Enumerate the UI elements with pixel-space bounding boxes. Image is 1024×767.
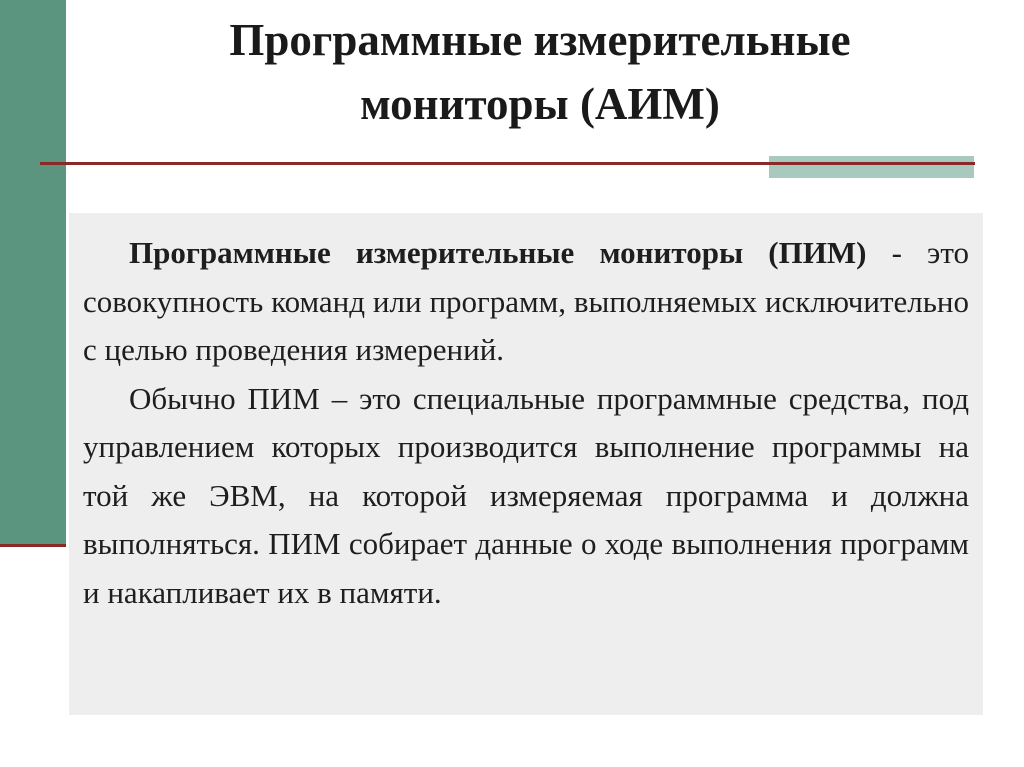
content-box (69, 213, 983, 715)
slide-title-line-2: мониторы (АИМ) (360, 79, 720, 129)
explanation-paragraph: Обычно ПИМ – это специальные программные средства, под управлением которых производится выполнение программы на той же ЭВМ, на которой измеряемая программа и должна выполняться. ПИМ собирает данные о ходе выполнения программ и накапливает их в памяти. (83, 380, 969, 610)
decorative-side-line (0, 544, 66, 547)
slide-title-line-1: Программные измерительные (229, 15, 851, 65)
decorative-side-bar (0, 0, 66, 545)
definition-text: - это совокупность команд или программ, выполняемых исключительно с целью проведения измерений. (83, 235, 969, 367)
slide-title (110, 8, 970, 136)
definition-paragraph (83, 229, 969, 375)
defined-term: Программные измерительные мониторы (ПИМ) (129, 235, 867, 270)
title-divider-accent (769, 156, 974, 178)
